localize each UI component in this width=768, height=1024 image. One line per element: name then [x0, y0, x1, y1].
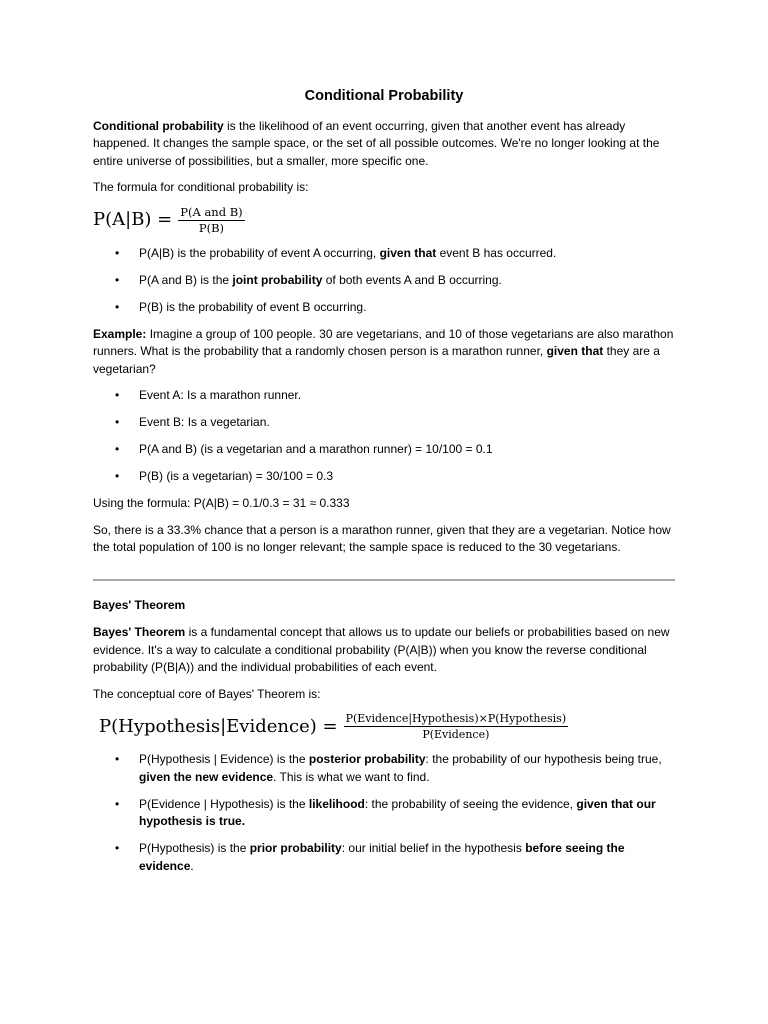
list-item — [93, 272, 675, 290]
formula1-fraction — [178, 206, 244, 235]
formula2-denominator: P(Evidence) — [422, 728, 490, 741]
formula2-evidence: Evidence — [226, 715, 310, 737]
bayes-heading: Bayes' Theorem — [93, 597, 186, 612]
formula2-close: ) = — [309, 715, 338, 737]
using-formula-line: Using the formula: P(A|B) = 0.1/0.3 = 31 ≈ 0.333 — [93, 496, 350, 510]
definition-text: of both events A and B occurring. — [322, 272, 502, 287]
page-title: Conditional Probability — [304, 88, 464, 104]
formula2-lhs — [99, 715, 338, 737]
definition-text: : our initial belief in the hypothesis — [341, 841, 526, 855]
formula1-lhs: P(A|B) = — [93, 209, 173, 231]
events-list — [93, 387, 675, 486]
definition-bold: joint probability — [232, 272, 323, 287]
bayes-definitions-list — [93, 751, 675, 875]
definition-text: P(A and B) is the — [139, 272, 233, 287]
definition-text: P(Hypothesis) is the — [139, 841, 250, 855]
intro-term: Conditional probability — [93, 118, 224, 133]
formula2-p-open: P( — [99, 715, 119, 737]
list-item: • P(B) (is a vegetarian) = 30/100 = 0.3 — [93, 468, 675, 486]
bayes-intro-paragraph — [93, 624, 675, 677]
example-label: Example: — [93, 326, 147, 341]
formula1-denominator: P(B) — [198, 220, 225, 235]
definition-bold: before seeing the evidence — [139, 841, 625, 873]
list-item — [93, 751, 675, 786]
definition-text: P(Evidence | Hypothesis) is the — [139, 796, 309, 811]
definition-bold: given that — [379, 245, 437, 260]
list-item: • P(A and B) (is a vegetarian and a marathon runner) = 10/100 = 0.1 — [93, 441, 675, 459]
list-item — [93, 299, 675, 317]
definition-text: event B has occurred. — [436, 245, 557, 260]
intro-paragraph — [93, 118, 675, 171]
definition-text: . — [190, 858, 194, 873]
definition-text: : the probability of our hypothesis being true, — [425, 752, 662, 766]
formula1-numerator: P(A and B) — [180, 204, 243, 219]
formula2-hypothesis: Hypothesis — [118, 715, 221, 737]
list-item — [93, 840, 675, 875]
formula2-numerator: P(Evidence|Hypothesis)×P(Hypothesis) — [345, 712, 567, 725]
section-divider — [93, 579, 675, 581]
formula2-fraction — [344, 712, 569, 741]
definition-text: P(A|B) is the probability of event A occurring, — [139, 245, 380, 260]
intro-text: is the likelihood of an event occurring, given that another event has already happened. It changes the sample space, or the set of all possible outcomes. We're no longer looking at the entire universe of possibilities, but a smaller, more specific one. — [93, 118, 660, 168]
definition-bold: given that our hypothesis is true. — [139, 796, 656, 828]
bayes-term: Bayes' Theorem — [93, 625, 186, 639]
document-body — [93, 88, 675, 885]
list-item — [93, 796, 675, 831]
conditional-probability-formula — [93, 206, 675, 235]
definitions-list — [93, 245, 675, 317]
definition-text: P(Hypothesis | Evidence) is the — [139, 752, 309, 766]
example-text: Imagine a group of 100 people. 30 are vegetarians, and 10 of those vegetarians are also marathon runners. What is the probability that a randomly chosen person is a marathon runner, — [93, 326, 674, 358]
definition-bold: prior probability — [249, 841, 342, 855]
formula2-bar: | — [220, 715, 227, 737]
list-item: • Event A: Is a marathon runner. — [93, 387, 675, 405]
definition-bold: given the new evidence — [139, 769, 274, 784]
bayes-intro-text: is a fundamental concept that allows us to update our beliefs or probabilities based on new evidence. It's a way to calculate a conditional probability (P(A|B)) when you know the reverse conditional probability (P(B|A)) and the individual probabilities of each event. — [93, 625, 670, 674]
definition-bold: likelihood — [308, 796, 365, 811]
formula-intro: The formula for conditional probability is: — [93, 180, 309, 194]
example-bold: given that — [546, 344, 604, 358]
definition-text: : the probability of seeing the evidence, — [364, 796, 577, 811]
definition-text: P(B) is the probability of event B occurring. — [139, 299, 367, 314]
definition-text: . This is what we want to find. — [273, 769, 430, 784]
definition-bold: posterior probability — [308, 752, 426, 766]
conclusion-paragraph: So, there is a 33.3% chance that a person is a marathon runner, given that they are a vegetarian. Notice how the total population of 100 is no longer relevant; the sample space is reduced to the 30 vegetarians. — [93, 522, 671, 554]
example-tail: they are a vegetarian? — [93, 344, 660, 376]
bayes-formula — [99, 712, 675, 741]
core-intro: The conceptual core of Bayes' Theorem is: — [93, 686, 321, 701]
list-item: • Event B: Is a vegetarian. — [93, 414, 675, 432]
list-item — [93, 245, 675, 263]
example-paragraph — [93, 326, 675, 379]
